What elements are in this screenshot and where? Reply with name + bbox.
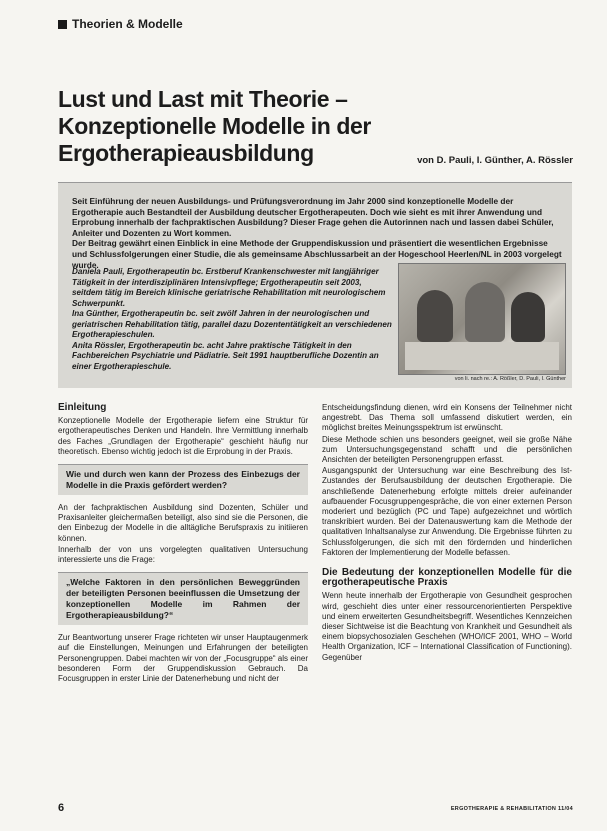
body-paragraph: Konzeptionelle Modelle der Ergotherapie liefern eine Struktur für ergotherapeutisches Denken und Handeln. Ihre Vermittlung innerhalb des Faches „Grundlagen der Ergotherapie“ geschieht häufig nur theoretisch. Ebenso wichtig jedoch ist die Erprobung in der Praxis. [58,416,308,456]
author-bio: Daniela Pauli, Ergotherapeutin bc. Erstberuf Krankenschwester mit langjähriger Tätigkeit in der interdisziplinären Intensivpflege; Ergotherapeutin seit 2003, seitdem tätig im Bereich klinische geriatrische Rehabilitation mit neurologischem Schwerpunkt. [72,267,386,308]
title-line-2: Konzeptionelle Modelle in der Ergotherapieausbildung [58,113,371,166]
author-bios [72,267,394,372]
section-square-icon [58,20,67,29]
body-paragraph: Zur Beantwortung unserer Frage richteten wir unser Hauptaugenmerk auf die Einstellungen, Meinungen und Erfahrungen der beteiligten Personengruppen. Dabei machten wir von der „Focusgruppe“ als einer besonderen Form der Gruppendiskussion Gebrauch. Da Focusgruppen in erster Linie der Datenerhebung und nicht der [58,633,308,684]
section-label [58,17,183,31]
author-photo [398,263,566,375]
section-heading: Die Bedeutung der konzeptionellen Modelle für die ergotherapeutische Praxis [322,567,572,589]
body-paragraph: Wenn heute innerhalb der Ergotherapie von Gesundheit gesprochen wird, geschieht dies unter einer ressourcenorientierten Perspektive und einem erweiterten Gesundheitsbegriff. Wesentliches Kennzeichen dieser Sichtweise ist die Beachtung von Krankheit und Gesundheit als einem biopsychosozialen Geschehen (WHO/ICF 2001, WHO – World Health Organization, ICF – International Classification of Functioning). Gegenüber [322,591,572,662]
section-heading: Einleitung [58,402,107,413]
abstract-text [72,196,562,270]
table-surface [405,342,559,370]
photo-credit: von li. nach re.: A. Rößler, D. Pauli, I. Günther [454,376,566,382]
section-label-text: Theorien & Modelle [72,17,183,31]
body-paragraph: Entscheidungsfindung dienen, wird ein Konsens der Teilnehmer nicht angestrebt. Das Thema soll umfassend diskutiert werden, ein möglichst breites Meinungsspektrum ist erwünscht. [322,403,572,433]
author-bio: Ina Günther, Ergotherapeutin bc. seit zwölf Jahren in der neurologischen und geriatrischen Rehabilitation tätig, parallel dazu Dozententätigkeit an verschiedenen Ergotherapieschulen. [72,309,392,339]
abstract-box [58,182,572,388]
question-box: „Welche Faktoren in den persönlichen Beweggründen der beteiligten Personen beeinflussen die Umsetzung der konzeptionellen Modelle im Rahmen der Ergotherapieausbildung?“ [58,572,308,625]
body-paragraph: Innerhalb der von uns vorgelegten qualitativen Untersuchung interessierte uns die Frage: [58,544,308,565]
left-column [58,403,308,685]
abstract-paragraph: Der Beitrag gewährt einen Einblick in eine Methode der Gruppendiskussion und präsentiert die wesentlichen Ergebnisse und Schlussfolgerungen einer Studie, die als gemeinsame Abschlussarbeit an der Hogeschool Heerlen/NL in 2003 vorgelegt wurde. [72,238,562,270]
author-bio: Anita Rössler, Ergotherapeutin bc. acht Jahre praktische Tätigkeit in den Fachbereichen Psychiatrie und Pädiatrie. Seit 1991 hauptberufliche Dozentin an einer Ergotherapieschule. [72,340,379,371]
body-paragraph: Ausgangspunkt der Untersuchung war eine Beschreibung des Ist-Zustandes der Berufsausbildung der deutschen Ergotherapie. Die anschließende Datenerhebung erfolgte mittels dreier aufeinander aufbauender Focusgruppengespräche, die von einer externen Person moderiert und bezüglich (PC und Tape) aufgezeichnet und wörtlich transkribiert wurden. Bei der Datenauswertung kam die Methode der qualitativen Inhaltsanalyse zur Anwendung. Die Ergebnisse führten zu Schlussfolgerungen, die sich mit den fördernden und hinderlichen Faktoren der Implementierung der Modelle befassen. [322,466,572,557]
authors-line: von D. Pauli, I. Günther, A. Rössler [417,155,573,166]
person-figure [465,282,505,342]
body-paragraph: Diese Methode schien uns besonders geeignet, weil sie große Nähe zum Untersuchungsgegenstand schafft und die persönlichen Ansichten der beteiligten Personengruppen erfasst. [322,434,572,465]
body-paragraph: An der fachpraktischen Ausbildung sind Dozenten, Schüler und Praxisanleiter gleichermaßen beteiligt, also sind sie die Personen, die den Einbezug der Modelle in die alltägliche Berufspraxis zu initiieren können. [58,503,308,543]
question-box: Wie und durch wen kann der Prozess des Einbezugs der Modelle in die Praxis gefördert werden? [58,464,308,495]
right-column [322,403,572,664]
person-figure [511,292,545,342]
title-line-1: Lust und Last mit Theorie – [58,86,348,112]
abstract-paragraph: Seit Einführung der neuen Ausbildungs- und Prüfungsverordnung im Jahr 2000 sind konzeptionelle Modelle der Ergotherapie auch Bestandteil der Ausbildung deutscher Ergotherapeuten. Doch wie sieht es mit ihrer Anwendung und Erprobung innerhalb der fachpraktischen Ausbildung? Dieser Frage gehen die Autorinnen nach und lassen dabei Schüler, Anleiter und Dozenten zu Wort kommen. [72,196,554,238]
person-figure [417,290,453,342]
page-number: 6 [58,802,65,814]
journal-name: ERGOTHERAPIE & REHABILITATION 11/04 [450,806,573,812]
